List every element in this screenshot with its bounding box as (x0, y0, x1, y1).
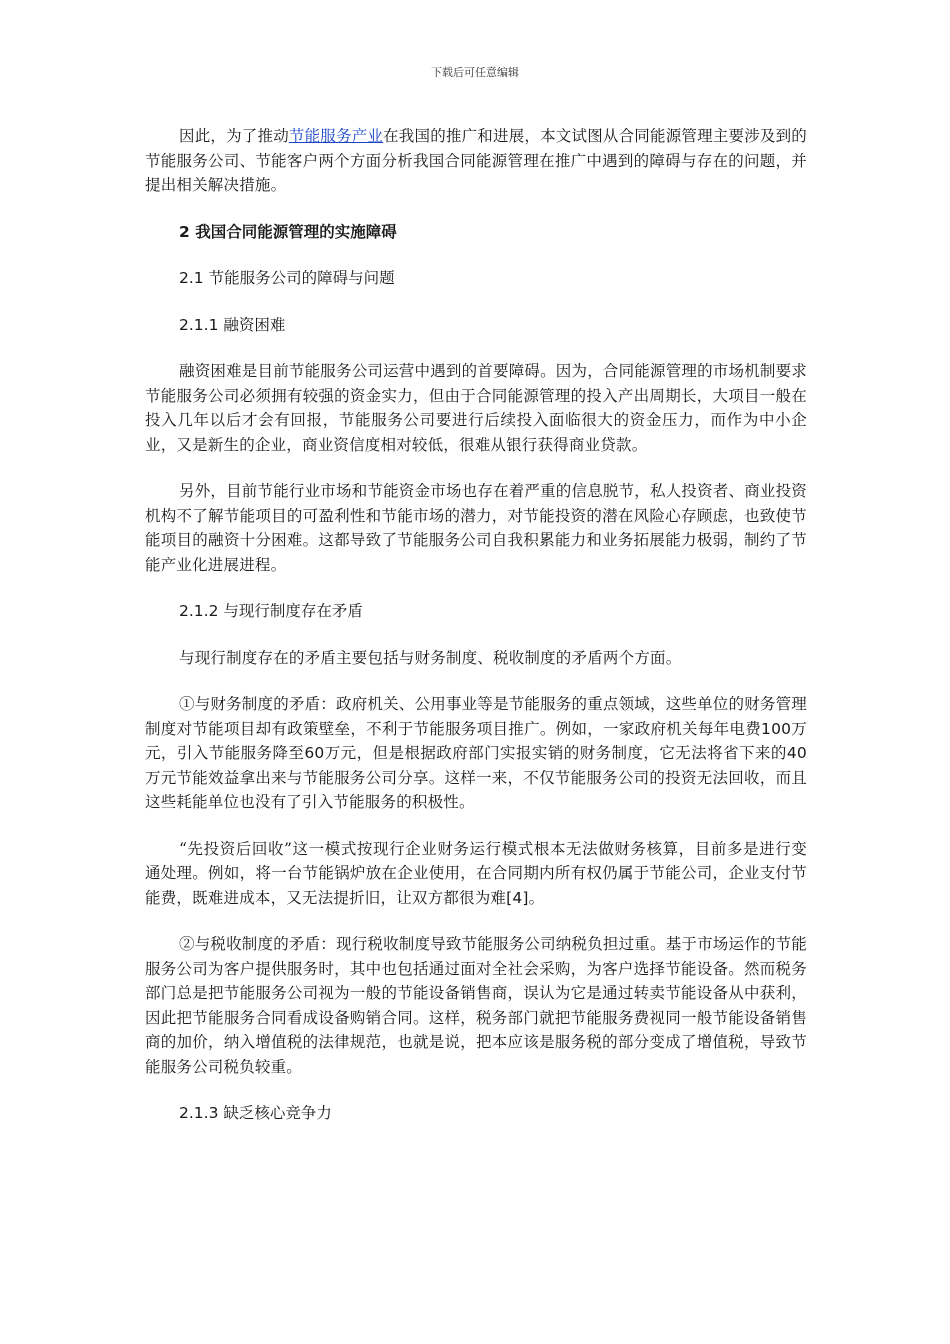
intro-text-before: 因此，为了推动 (179, 127, 289, 145)
invest-model-end: 。 (528, 888, 545, 907)
financing-paragraph-2: 另外，目前节能行业市场和节能资金市场也存在着严重的信息脱节，私人投资者、商业投资机构不了解节能项目的可盈利性和节能市场的潜力，对节能投资的潜在风险心存顾虑，也致使节能项目的融资十分困难。这都导致了节能服务公司自我积累能力和业务拓展能力极弱，制约了节能产业化进展进程。 (145, 482, 808, 574)
finance-conflict-text-1: ①与财务制度的矛盾：政府机关、公用事业等是节能服务的重点领域，这些单位的财务管理制度对节能项目却有政策壁垒，不利于节能服务项目推广。例如，一家政府机关每年电费 (145, 695, 808, 738)
tax-conflict-paragraph: ②与税收制度的矛盾：现行税收制度导致节能服务公司纳税负担过重。基于市场运作的节能服务公司为客户提供服务时，其中也包括通过面对全社会采购，为客户选择节能设备。然而税务部门总是把节能服务公司视为一般的节能设备销售商，误认为它是通过转卖节能设备从中获利，因此把节能服务合同看成设备购销合同。这样，税务部门就把节能服务费视同一般节能设备销售商的加价，纳入增值税的法律规范，也就是说，把本应该是服务税的部分变成了增值税，导致节能服务公司税负较重。 (145, 935, 808, 1076)
section-2-heading (145, 220, 807, 245)
financing-paragraph-1: 融资困难是目前节能服务公司运营中遇到的首要障碍。因为，合同能源管理的市场机制要求节能服务公司必须拥有较强的资金实力，但由于合同能源管理的投入产出周期长，大项目一般在投入几年以后才会有回报，节能服务公司要进行后续投入面临很大的资金压力，而作为中小企业，又是新生的企业，商业资信度相对较低，很难从银行获得商业贷款。 (145, 362, 808, 454)
document-body (145, 124, 807, 1148)
intro-paragraph (145, 124, 807, 198)
section-2-1-1-heading (145, 313, 807, 338)
saved-amount-value: 40 (786, 744, 807, 762)
reduced-cost-value: 60 (304, 744, 325, 762)
section-2-1-2-title: 与现行制度存在矛盾 (223, 602, 363, 620)
conflict-intro-paragraph: 与现行制度存在的矛盾主要包括与财务制度、税收制度的矛盾两个方面。 (179, 648, 682, 667)
section-2-1-1-number: 2.1.1 (179, 315, 219, 334)
section-2-1-2-number: 2.1.2 (179, 602, 219, 620)
section-2-1-2-heading (145, 599, 807, 624)
section-2-number: 2 (179, 222, 190, 241)
finance-conflict-paragraph (145, 692, 807, 815)
finance-conflict-text-2: 万元，引入节能服务降至 (145, 719, 807, 762)
reference-marker: [4] (506, 888, 529, 907)
industry-link[interactable]: 节能服务产业 (288, 127, 384, 145)
section-2-1-3-heading (145, 1101, 807, 1126)
page-header: 下载后可任意编辑 (431, 66, 519, 79)
section-2-1-title: 节能服务公司的障碍与问题 (208, 269, 395, 287)
section-2-1-3-number: 2.1.3 (179, 1104, 219, 1122)
invest-model-text: “先投资后回收”这一模式按现行企业财务运行模式根本无法做财务核算，目前多是进行变通处理。例如，将一台节能锅炉放在企业使用，在合同期内所有权仍属于节能公司，企业支付节能费，既难进成本，又无法提折旧，让双方都很为难 (145, 839, 807, 907)
intro-text-after: 在我国的推广和进展，本文试图从合同能源管理主要涉及到的节能服务公司、节能客户两个方面分析我国合同能源管理在推广中遇到的障碍与存在的问题，并提出相关解决措施。 (145, 127, 808, 194)
finance-conflict-text-3: 万元，但是根据政府部门实报实销的财务制度，它无法将省下来的 (324, 744, 787, 762)
electricity-cost-value: 100 (761, 719, 792, 738)
section-2-1-3-title: 缺乏核心竞争力 (223, 1104, 332, 1122)
section-2-1-1-title: 融资困难 (223, 315, 286, 334)
section-2-1-number: 2.1 (179, 269, 204, 287)
section-2-1-heading (145, 266, 807, 291)
invest-model-paragraph (145, 837, 807, 911)
finance-conflict-text-4: 万元节能效益拿出来与节能服务公司分享。这样一来，不仅节能服务公司的投资无法回收，而且这些耗能单位也没有了引入节能服务的积极性。 (145, 768, 807, 811)
section-2-title: 我国合同能源管理的实施障碍 (195, 222, 397, 241)
